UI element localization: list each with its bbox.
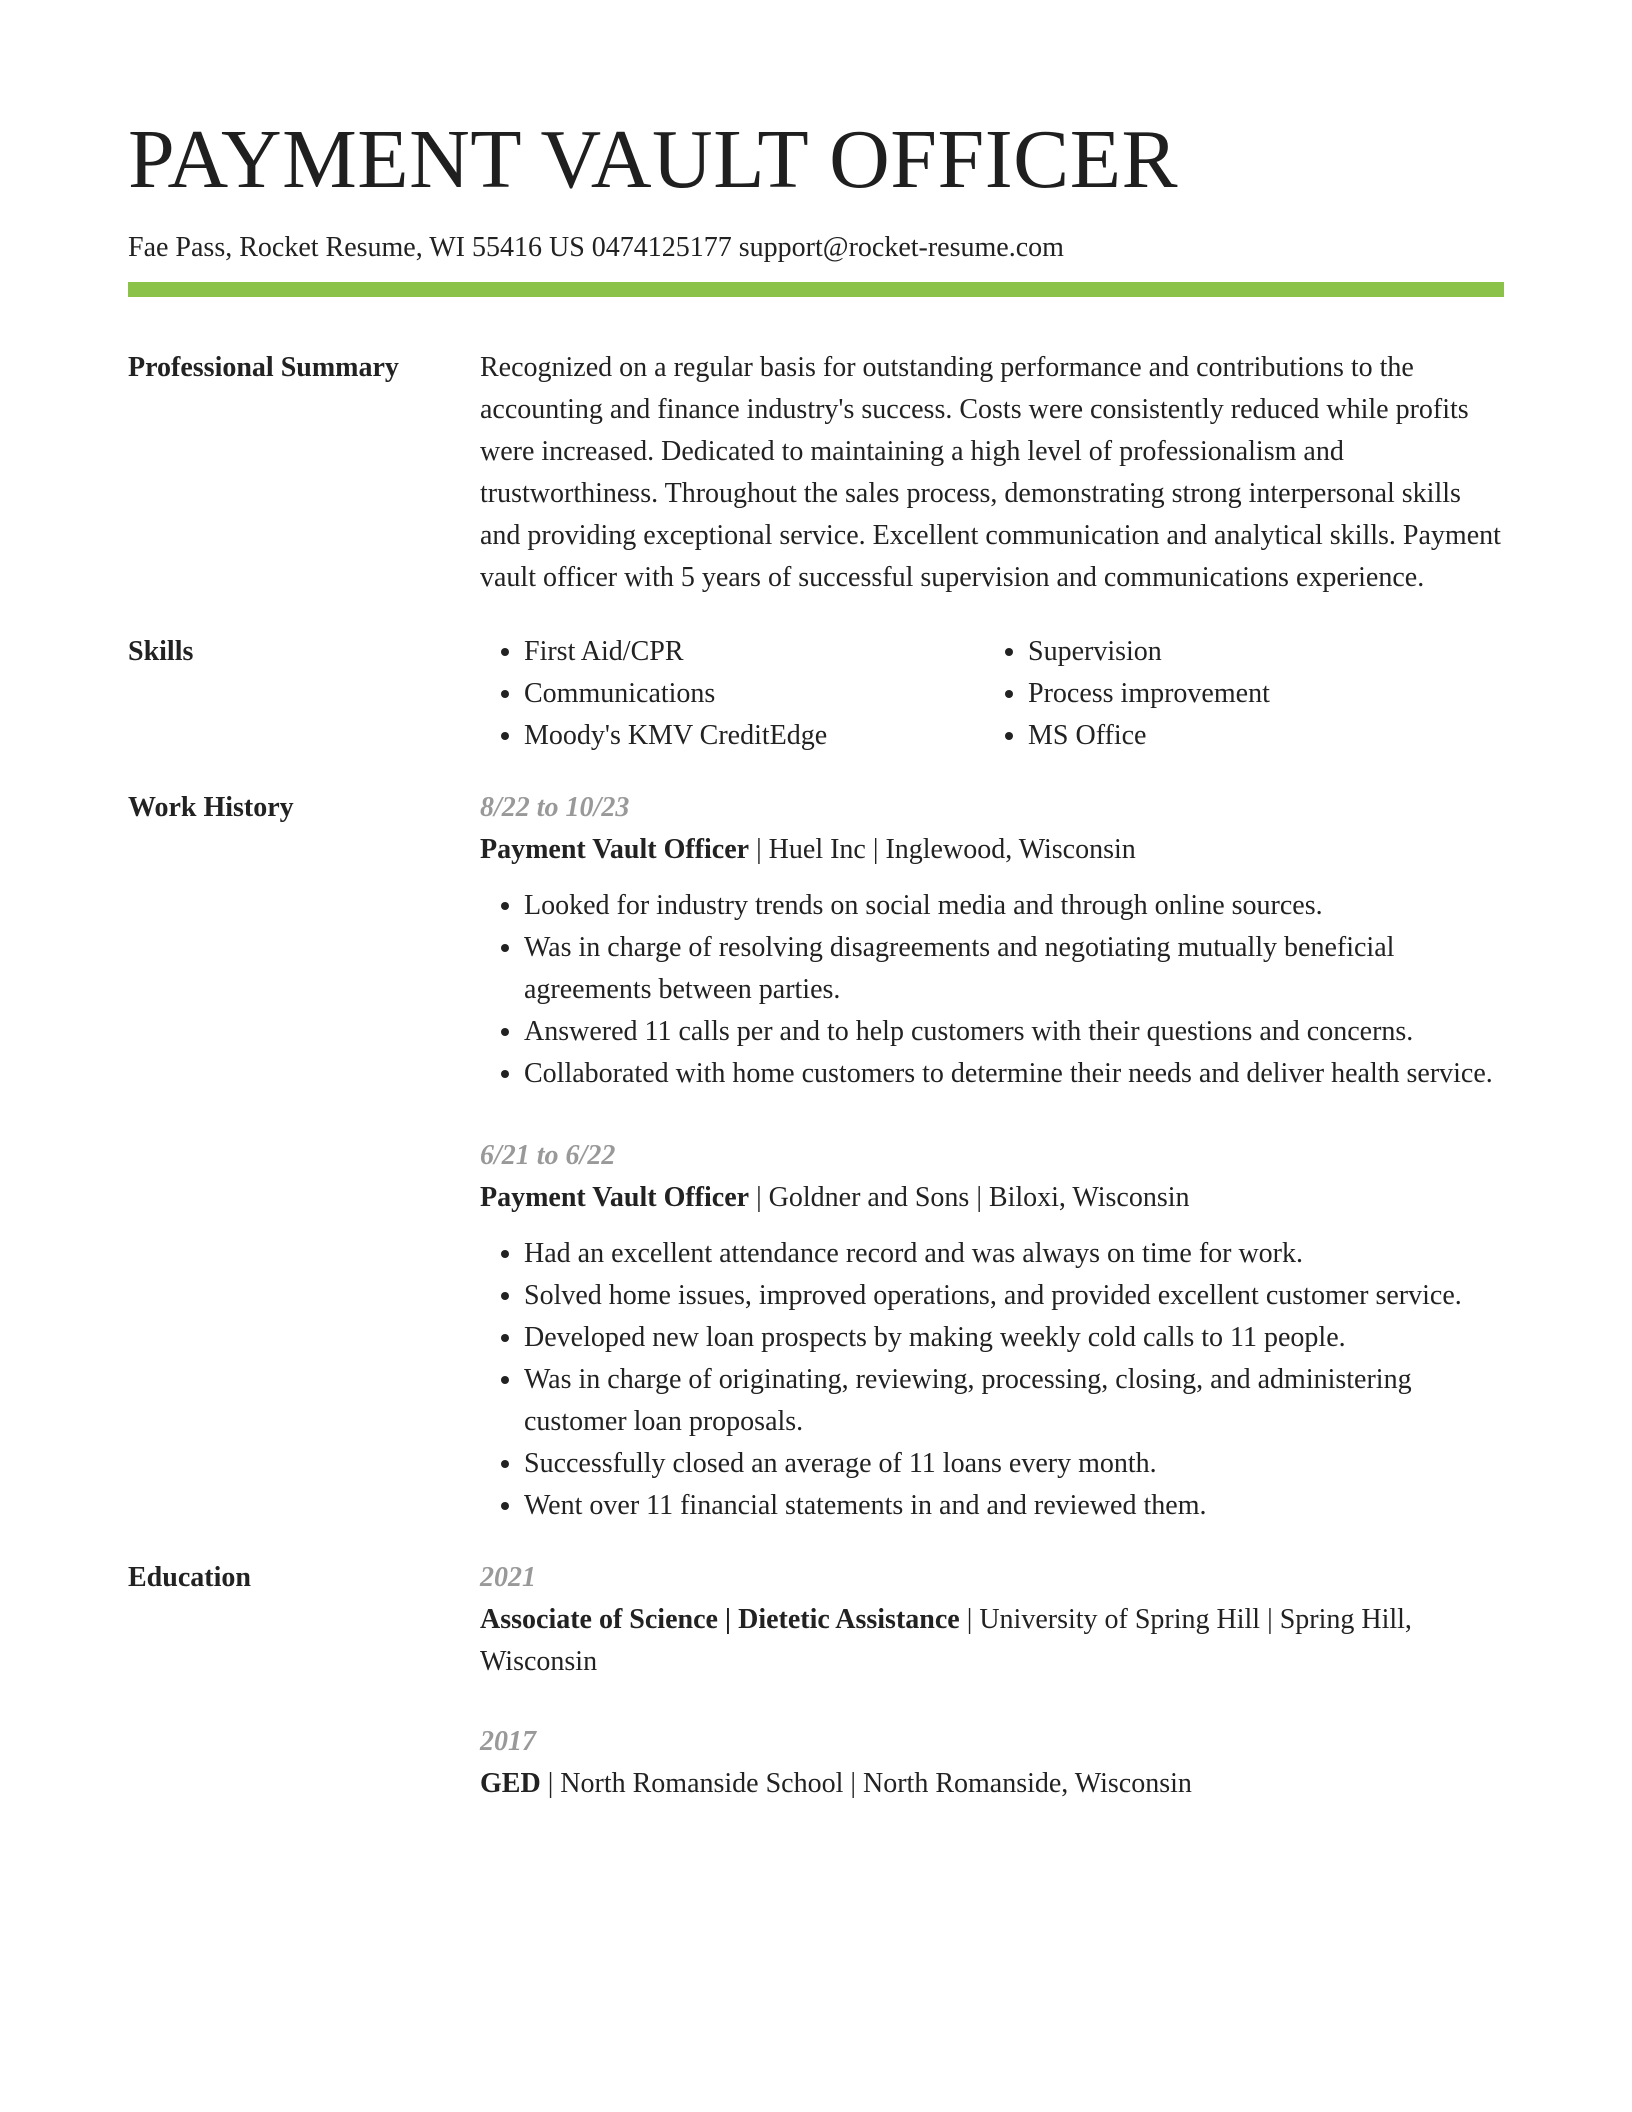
job-bullet: • Successfully closed an average of 11 loans every month. bbox=[524, 1443, 1504, 1485]
job-bullet: • Went over 11 financial statements in and and reviewed them. bbox=[524, 1485, 1504, 1527]
job-dates: 6/21 to 6/22 bbox=[480, 1140, 616, 1171]
skill-item: • Moody's KMV CreditEdge bbox=[524, 715, 984, 757]
job-bullet: • Answered 11 calls per and to help customers with their questions and concerns. bbox=[524, 1011, 1504, 1053]
education-degree: Associate of Science | Dietetic Assistance bbox=[480, 1604, 960, 1635]
skills-grid bbox=[480, 631, 1504, 757]
education-details: | University of Spring Hill | Spring Hill, Wisconsin bbox=[480, 1604, 1412, 1677]
skills-list-right bbox=[984, 631, 1488, 757]
job-bullet: • Had an excellent attendance record and was always on time for work. bbox=[524, 1233, 1504, 1275]
job-details: | Goldner and Sons | Biloxi, Wisconsin bbox=[749, 1182, 1190, 1213]
job-bullet: • Was in charge of originating, reviewing, processing, closing, and administering customer loan proposals. bbox=[524, 1359, 1504, 1443]
education-section bbox=[128, 1557, 1504, 1805]
skill-item: • Supervision bbox=[1028, 631, 1488, 673]
job-bullets bbox=[480, 1233, 1504, 1527]
education-degree: GED bbox=[480, 1768, 541, 1799]
job-title: Payment Vault Officer bbox=[480, 1182, 750, 1213]
job-bullet: • Collaborated with home customers to determine their needs and deliver health service. bbox=[524, 1053, 1504, 1095]
summary-text: Recognized on a regular basis for outstanding performance and contributions to the accounting and finance industry's success. Costs were consistently reduced while profits were increased. Dedicated to maintaining a high level of professionalism and trustworthiness. Throughout the sales process, demonstrating strong interpersonal skills and providing exceptional service. Excellent communication and analytical skills. Payment vault officer with 5 years of successful supervision and communications experience. bbox=[480, 352, 1501, 593]
job-title-line bbox=[480, 1177, 1504, 1219]
job-bullet: • Looked for industry trends on social media and through online sources. bbox=[524, 885, 1504, 927]
education-entry bbox=[480, 1721, 1504, 1805]
skill-item: • Process improvement bbox=[1028, 673, 1488, 715]
job-details: | Huel Inc | Inglewood, Wisconsin bbox=[749, 834, 1136, 865]
education-entry bbox=[480, 1557, 1504, 1683]
header-divider bbox=[128, 282, 1504, 297]
job-dates: 8/22 to 10/23 bbox=[480, 792, 630, 823]
education-heading: Education bbox=[128, 1562, 251, 1593]
education-body bbox=[480, 1557, 1504, 1805]
page-title: PAYMENT VAULT OFFICER bbox=[128, 113, 1179, 206]
skill-item: • Communications bbox=[524, 673, 984, 715]
work-history-section bbox=[128, 787, 1504, 1527]
job-bullets bbox=[480, 885, 1504, 1095]
work-history-body bbox=[480, 787, 1504, 1527]
contact-line: Fae Pass, Rocket Resume, WI 55416 US 0474125177 support@rocket-resume.com bbox=[128, 232, 1064, 263]
skills-body bbox=[480, 631, 1504, 757]
education-line bbox=[480, 1599, 1504, 1683]
job-entry bbox=[480, 1135, 1504, 1527]
education-line bbox=[480, 1763, 1504, 1805]
education-details: | North Romanside School | North Romanside, Wisconsin bbox=[540, 1768, 1192, 1799]
summary-heading: Professional Summary bbox=[128, 352, 399, 383]
job-title-line bbox=[480, 829, 1504, 871]
education-year: 2017 bbox=[480, 1726, 536, 1757]
job-bullet: • Was in charge of resolving disagreements and negotiating mutually beneficial agreements between parties. bbox=[524, 927, 1504, 1011]
skills-list-left bbox=[480, 631, 984, 757]
job-bullet: • Developed new loan prospects by making weekly cold calls to 11 people. bbox=[524, 1317, 1504, 1359]
education-year: 2021 bbox=[480, 1562, 536, 1593]
job-bullet: • Solved home issues, improved operations, and provided excellent customer service. bbox=[524, 1275, 1504, 1317]
skills-section bbox=[128, 631, 1504, 757]
summary-section bbox=[128, 347, 1504, 599]
skill-item: • First Aid/CPR bbox=[524, 631, 984, 673]
work-history-heading: Work History bbox=[128, 792, 294, 823]
job-title: Payment Vault Officer bbox=[480, 834, 750, 865]
job-entry bbox=[480, 787, 1504, 1095]
skill-item: • MS Office bbox=[1028, 715, 1488, 757]
skills-heading: Skills bbox=[128, 636, 194, 667]
